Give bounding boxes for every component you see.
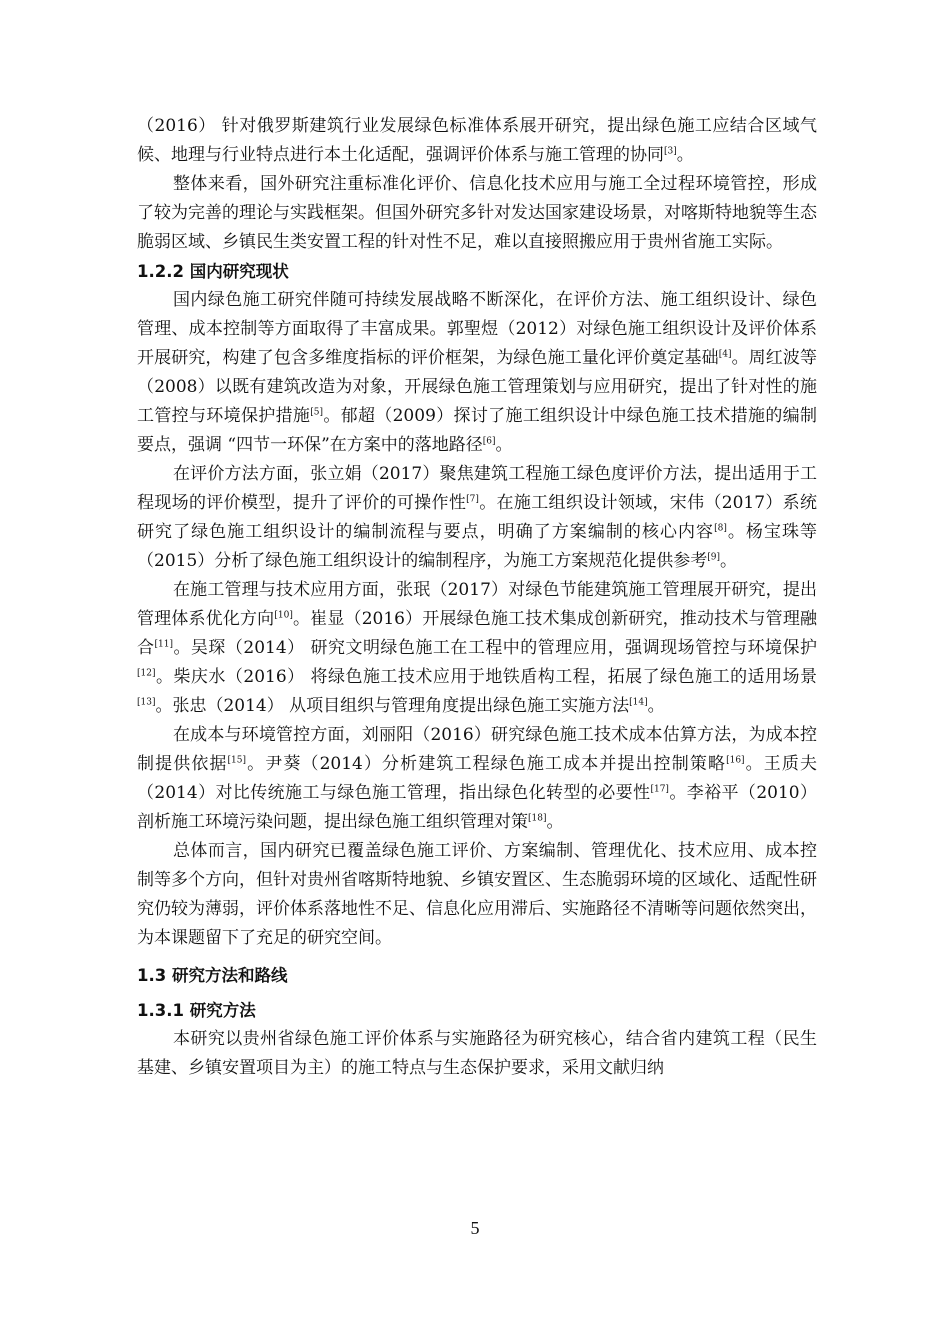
text: 。郁超（2009）探讨了施工组织设计中绿色施工技术措施的编制要点，强调 “四节一环保”在方案中的落地路径 [137, 406, 818, 455]
citation: [13] [137, 697, 156, 708]
text: 。吴琛（2014） 研究文明绿色施工在工程中的管理应用，强调现场管控与环境保护 [172, 638, 817, 658]
text: 。柴庆水（2016） 将绿色施工技术应用于地铁盾构工程，拓展了绿色施工的适用场景 [155, 667, 817, 687]
paragraph-research-methods [137, 1025, 817, 1083]
text: 。在施工组织设计领域，宋伟（2017）系统研究了绿色施工组织设计的编制流程与要点，明确了方案编制的核心内容 [137, 493, 817, 542]
document-body [137, 112, 817, 1083]
section-heading-1-3-1: 1.3.1 研究方法 [137, 1001, 256, 1020]
text: （2016） 针对俄罗斯建筑行业发展绿色标准体系展开研究，提出绿色施工应结合区域气候、地理与行业特点进行本土化适配，强调评价体系与施工管理的协同 [137, 116, 817, 165]
paragraph-management-technology [137, 576, 817, 721]
text: 在评价方法方面，张立娟（2017）聚焦建筑工程施工绿色度评价方法，提出适用于工程现场的评价模型，提升了评价的可操作性 [137, 464, 817, 513]
text: 。杨宝珠等（2015）分析了绿色施工组织设计的编制程序，为施工方案规范化提供参考 [137, 522, 818, 571]
text: 。 [546, 812, 564, 832]
citation: [8] [714, 523, 727, 534]
citation: [3] [664, 146, 677, 157]
citation: [7] [466, 494, 479, 505]
citation: [16] [726, 755, 745, 766]
text: 。崔显（2016）开展绿色施工技术集成创新研究，推动技术与管理融合 [137, 609, 818, 658]
text: 。 [495, 435, 513, 455]
citation: [4] [718, 349, 732, 360]
citation: [14] [629, 697, 648, 708]
citation: [17] [650, 784, 669, 795]
text: 。尹葵（2014）分析建筑工程绿色施工成本并提出控制策略 [246, 754, 727, 774]
text: 整体来看，国外研究注重标准化评价、信息化技术应用与施工全过程环境管控，形成了较为完善的理论与实践框架。但国外研究多针对发达国家建设场景，对喀斯特地貌等生态脆弱区域、乡镇民生类安置工程的针对性不足，难以直接照搬应用于贵州省施工实际。 [137, 174, 817, 252]
paragraph-foreign-conclusion [137, 170, 817, 257]
text: 。 [676, 145, 694, 165]
page-number: 5 [470, 1218, 480, 1238]
text: 。张忠（2014） 从项目组织与管理角度提出绿色施工实施方法 [155, 696, 630, 716]
text: 。 [647, 696, 665, 716]
paragraph-domestic-summary [137, 837, 817, 953]
citation: [15] [227, 755, 247, 766]
paragraph-foreign-summary [137, 112, 817, 170]
text: 在施工管理与技术应用方面，张珉（2017）对绿色节能建筑施工管理展开研究，提出管理体系优化方向 [137, 580, 817, 629]
text: 。李裕平（2010）剖析施工环境污染问题，提出绿色施工组织管理对策 [137, 783, 817, 832]
text: 国内绿色施工研究伴随可持续发展战略不断深化，在评价方法、施工组织设计、绿色管理、成本控制等方面取得了丰富成果。郭聖煜（2012）对绿色施工组织设计及评价体系开展研究，构建了包含多维度指标的评价框架，为绿色施工量化评价奠定基础 [137, 290, 817, 368]
text: 总体而言，国内研究已覆盖绿色施工评价、方案编制、管理优化、技术应用、成本控制等多个方向，但针对贵州省喀斯特地貌、乡镇安置区、生态脆弱环境的区域化、适配性研究仍较为薄弱，评价体系落地性不足、信息化应用滞后、实施路径不清晰等问题依然突出，为本课题留下了充足的研究空间。 [137, 841, 817, 948]
text: 本研究以贵州省绿色施工评价体系与实施路径为研究核心，结合省内建筑工程（民生基建、乡镇安置项目为主）的施工特点与生态保护要求，采用文献归纳 [137, 1029, 817, 1078]
paragraph-evaluation-methods [137, 460, 817, 576]
citation: [6] [482, 436, 496, 447]
section-heading-1-2-2: 1.2.2 国内研究现状 [137, 262, 289, 281]
paragraph-cost-environment [137, 721, 817, 837]
section-heading-1-3: 1.3 研究方法和路线 [137, 966, 288, 985]
citation: [18] [528, 813, 547, 824]
text: 在成本与环境管控方面，刘丽阳（2016）研究绿色施工技术成本估算方法，为成本控制提供依据 [137, 725, 817, 774]
citation: [9] [707, 552, 721, 563]
paragraph-domestic-overview [137, 286, 817, 460]
citation: [5] [310, 407, 323, 418]
citation: [10] [274, 610, 293, 621]
text: 。 [720, 551, 738, 571]
citation: [12] [137, 668, 156, 679]
text: 。王质夫（2014）对比传统施工与绿色施工管理，指出绿色化转型的必要性 [137, 754, 818, 803]
citation: [11] [154, 639, 173, 650]
text: 。周红波等（2008）以既有建筑改造为对象，开展绿色施工管理策划与应用研究，提出了针对性的施工管控与环境保护措施 [137, 348, 818, 426]
